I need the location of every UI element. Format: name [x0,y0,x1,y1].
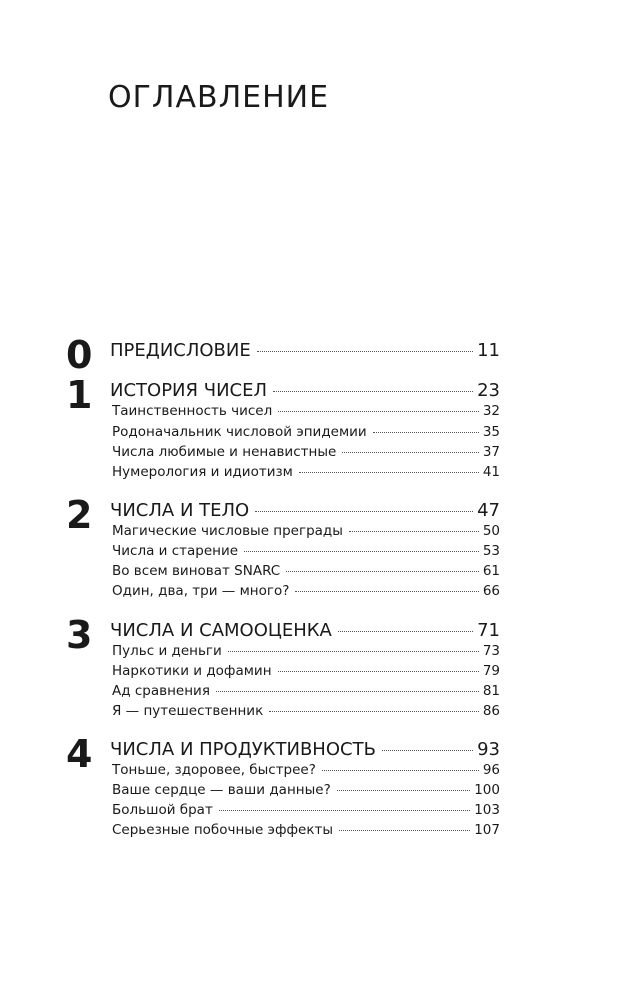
toc-subentry[interactable] [112,802,500,818]
toc-subentry[interactable] [112,643,500,659]
subentry-title: Числа любимые и ненавистные [112,444,337,460]
page-number: 103 [474,802,500,818]
page-number: 100 [474,782,500,798]
dot-leader [382,750,473,751]
page-number: 66 [482,583,500,599]
subentry-title: Родоначальник числовой эпидемии [112,424,367,440]
page-number: 23 [477,380,500,401]
subentry-title: Таинственность чисел [112,403,273,419]
page-number: 61 [482,563,500,579]
dot-leader [286,571,479,572]
page-number: 71 [477,620,500,641]
toc-subentry[interactable] [112,543,500,559]
dot-leader [244,551,479,552]
dot-leader [337,790,470,791]
dot-leader [278,411,479,412]
subentry-title: Наркотики и дофамин [112,663,272,679]
toc-subentry[interactable] [112,563,500,579]
toc-subentry[interactable] [112,424,500,440]
page-number: 93 [477,739,500,760]
subentry-title: Пульс и деньги [112,643,222,659]
chapter-title: ЧИСЛА И ПРОДУКТИВНОСТЬ [110,739,376,760]
dot-leader [255,511,473,512]
page-number: 107 [474,822,500,838]
toc-chapter-entry[interactable] [110,739,500,760]
page-number: 86 [482,703,500,719]
subentry-title: Нумерология и идиотизм [112,464,293,480]
toc-subentry[interactable] [112,822,500,838]
page-number: 53 [482,543,500,559]
section-number: 4 [66,732,93,776]
page-number: 35 [482,424,500,440]
subentry-title: Числа и старение [112,543,239,559]
toc-subentry[interactable] [112,762,500,778]
page-number: 37 [482,444,500,460]
dot-leader [299,472,479,473]
dot-leader [349,531,479,532]
dot-leader [219,810,470,811]
dot-leader [339,830,470,831]
page-number: 11 [477,340,500,361]
section-number: 1 [66,373,93,417]
subentry-title: Один, два, три — много? [112,583,290,599]
dot-leader [228,651,479,652]
page-number: 32 [482,403,500,419]
toc-subentry[interactable] [112,663,500,679]
section-number: 2 [66,493,93,537]
toc-chapter-entry[interactable] [110,380,500,401]
dot-leader [322,770,479,771]
toc-subentry[interactable] [112,703,500,719]
dot-leader [278,671,479,672]
dot-leader [342,452,479,453]
page-number: 96 [482,762,500,778]
subentry-title: Ад сравнения [112,683,210,699]
chapter-title: ИСТОРИЯ ЧИСЕЛ [110,380,268,401]
page-number: 81 [482,683,500,699]
dot-leader [257,351,473,352]
toc-chapter-entry[interactable] [110,620,500,641]
dot-leader [338,631,473,632]
toc-subentry[interactable] [112,583,500,599]
subentry-title: Я — путешественник [112,703,264,719]
toc-subentry[interactable] [112,683,500,699]
section-number: 0 [66,333,93,377]
dot-leader [295,591,478,592]
subentry-title: Во всем виноват SNARC [112,563,281,579]
section-number: 3 [66,613,93,657]
page-number: 73 [482,643,500,659]
chapter-title: ЧИСЛА И САМООЦЕНКА [110,620,332,641]
subentry-title: Тоньше, здоровее, быстрее? [112,762,316,778]
page-number: 47 [477,500,500,521]
toc-chapter-entry[interactable] [110,340,500,361]
dot-leader [269,711,479,712]
subentry-title: Большой брат [112,802,213,818]
toc-chapter-entry[interactable] [110,500,500,521]
dot-leader [216,691,479,692]
page-title: ОГЛАВЛЕНИЕ [108,80,330,115]
toc-subentry[interactable] [112,403,500,419]
dot-leader [373,432,479,433]
page-number: 41 [482,464,500,480]
toc-subentry[interactable] [112,444,500,460]
chapter-title: ЧИСЛА И ТЕЛО [110,500,250,521]
subentry-title: Серьезные побочные эффекты [112,822,334,838]
page-number: 79 [482,663,500,679]
toc-subentry[interactable] [112,782,500,798]
dot-leader [273,391,473,392]
toc-subentry[interactable] [112,523,500,539]
subentry-title: Ваше сердце — ваши данные? [112,782,331,798]
page-number: 50 [482,523,500,539]
subentry-title: Магические числовые преграды [112,523,343,539]
chapter-title: ПРЕДИСЛОВИЕ [110,340,251,361]
toc-subentry[interactable] [112,464,500,480]
